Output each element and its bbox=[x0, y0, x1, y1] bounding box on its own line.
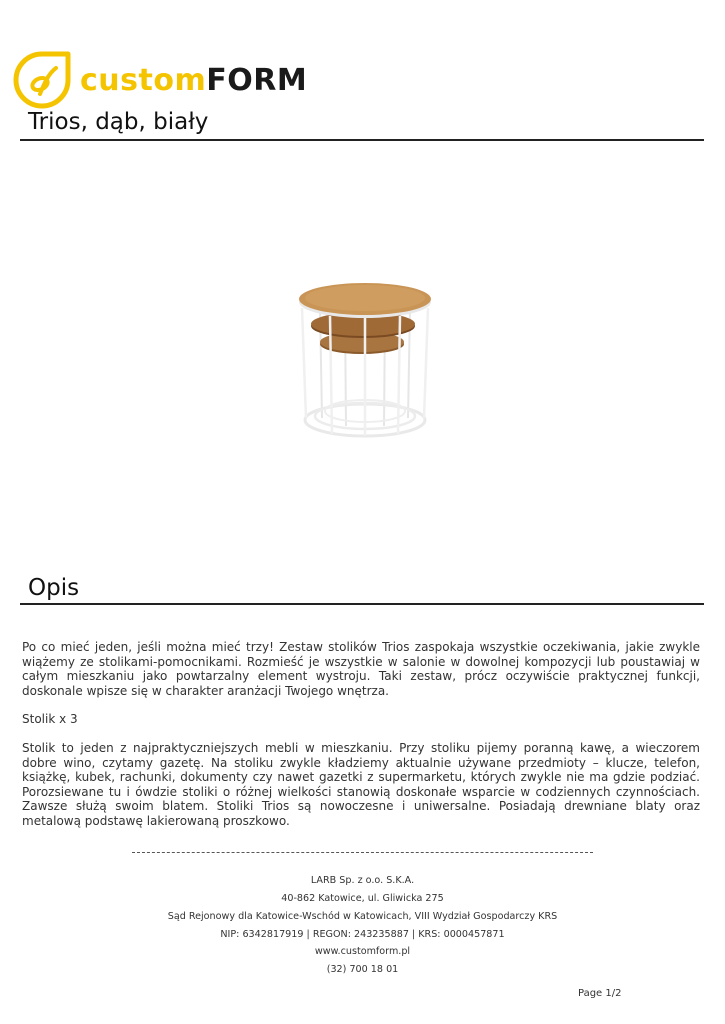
footer-divider bbox=[132, 852, 593, 853]
description-paragraph: Po co mieć jeden, jeśli można mieć trzy! Zestaw stolików Trios zaspokaja wszystkie oczekiwania, jakie zwykle wiążemy ze stolikami-pomocnikami. Rozmieść je wszystkie w salonie w dowolnej kompozycji lub poustawiaj w całym mieszkaniu jako powtarzalny element wystroju. Taki zestaw, prócz oczywiście praktycznej funkcji, doskonale wpisze się w charakter aranżacji Twojego wnętrza. bbox=[22, 640, 700, 698]
footer-address: 40-862 Katowice, ul. Gliwicka 275 bbox=[281, 893, 444, 904]
section-title: Opis bbox=[28, 575, 80, 601]
description-paragraph: Stolik to jeden z najpraktyczniejszych mebli w mieszkaniu. Przy stoliku pijemy poranną kawę, a wieczorem dobre wino, czytamy gazetę. Na stoliku zwykle kładziemy aktualnie używane przedmioty – klucze, telefon, książkę, kubek, rachunki, dokumenty czy nawet gazetki z supermarketu, których zwykle nie ma gdzie podziać. Porozsiewane tu i ówdzie stoliki o różnej wielkości stanowią doskonałe wsparcie w codziennych czynnościach. Zawsze służą swoim blatem. Stoliki Trios są nowoczesne i uniwersalne. Posiadają drewniane blaty oraz metalową podstawę lakierowaną proszkowo. bbox=[22, 741, 700, 828]
footer-registration: NIP: 6342817919 | REGON: 243235887 | KRS: 0000457871 bbox=[220, 929, 505, 940]
brand-logo bbox=[18, 50, 308, 108]
footer-website: www.customform.pl bbox=[314, 946, 411, 957]
footer-phone: (32) 700 18 01 bbox=[326, 964, 399, 975]
nesting-side-tables-image bbox=[290, 278, 440, 446]
section-divider bbox=[20, 603, 704, 605]
description-subheading: Stolik x 3 bbox=[22, 712, 78, 726]
svg-text:customFORM: customFORM bbox=[80, 63, 308, 98]
footer-court: Sąd Rejonowy dla Katowice-Wschód w Katowicach, VIII Wydział Gospodarczy KRS bbox=[167, 911, 558, 922]
page-number: Page 1/2 bbox=[578, 988, 622, 999]
product-title: Trios, dąb, biały bbox=[28, 109, 209, 135]
logo-mark-icon bbox=[16, 54, 68, 106]
footer-company: LARB Sp. z o.o. S.K.A. bbox=[310, 875, 415, 886]
title-divider bbox=[20, 139, 704, 141]
